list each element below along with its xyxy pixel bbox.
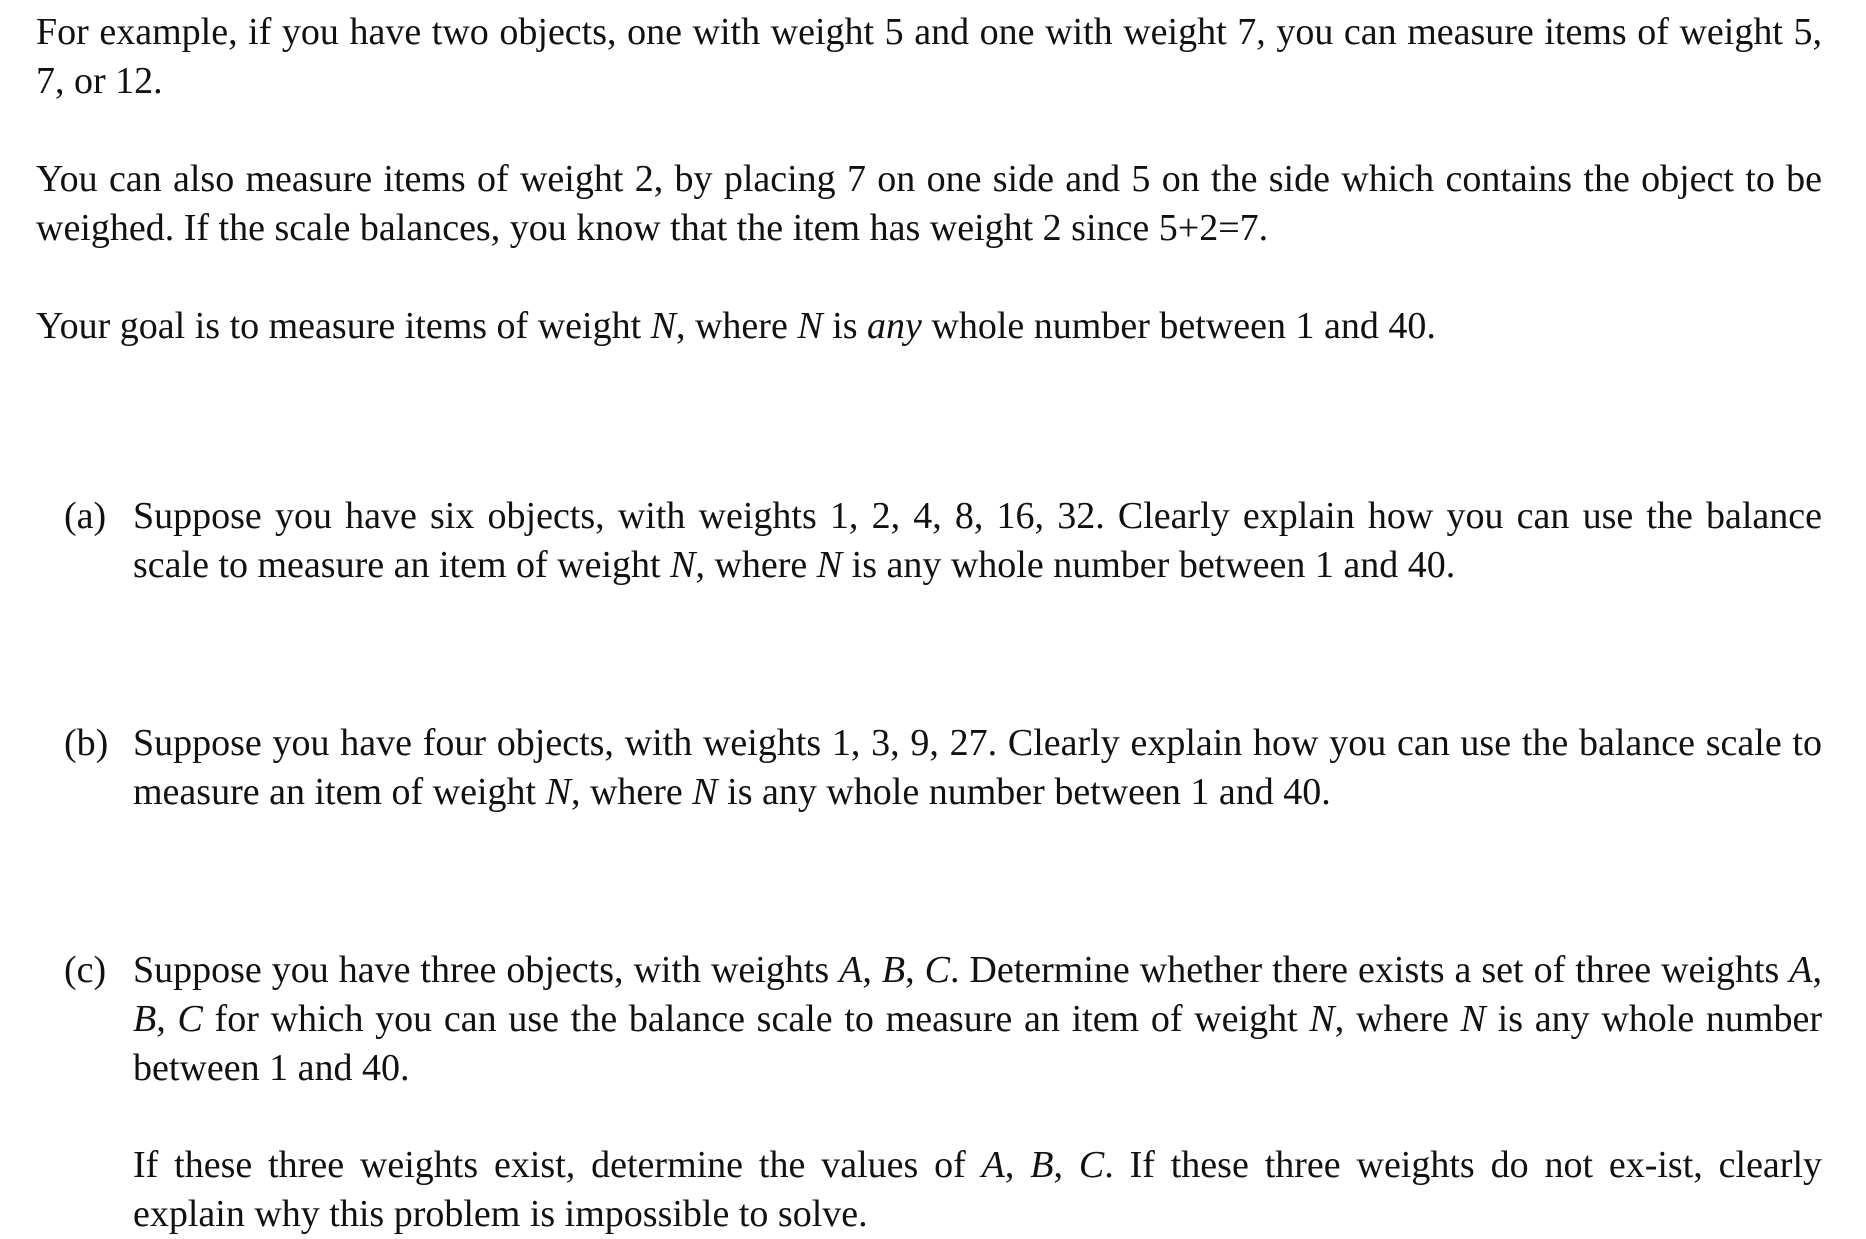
intro-paragraph-2-text: You can also measure items of weight 2, by placing 7 on one side and 5 on the side which contains the object to be weighed. If the scale balances, you know that the item has weight 2 since 5+2=7. — [36, 158, 1822, 249]
text-run: Suppose you have four objects, with weights 1, 3, 9, 27. Clearly explain how you can use the balance scale to measure an item of weight — [133, 722, 1822, 813]
text-run: Your goal is to measure items of weight — [36, 305, 651, 347]
math-variable: N — [670, 544, 696, 586]
part-b — [64, 719, 1822, 817]
math-variable: A — [981, 1144, 1005, 1186]
intro-paragraph-2 — [36, 155, 1822, 253]
part-c-body — [133, 946, 1822, 1239]
text-run: If these three weights exist, determine the values of — [133, 1144, 982, 1186]
math-variable: N — [545, 771, 571, 813]
separator: , — [156, 998, 178, 1040]
intro-paragraph-1-text: For example, if you have two objects, one with weight 5 and one with weight 7, you can measure items of weight 5, 7, or 12. — [36, 11, 1822, 102]
emphasis-text: any — [867, 305, 922, 347]
text-run: is any whole number between 1 and 40. — [717, 771, 1331, 813]
part-a — [64, 492, 1822, 590]
math-variable: N — [797, 305, 823, 347]
part-a-label: (a) — [64, 495, 107, 537]
separator: , — [1812, 949, 1823, 991]
math-variable: C — [1078, 1144, 1105, 1186]
math-variable: B — [1030, 1144, 1054, 1186]
math-variable: A — [839, 949, 863, 991]
text-run: . If these three weights do not ex-ist, clearly explain why this problem is impossible to solve. — [133, 1144, 1823, 1235]
part-c-paragraph-1 — [133, 946, 1822, 1093]
separator: , — [1053, 1144, 1079, 1186]
part-c-label: (c) — [64, 949, 107, 991]
text-run: is any whole number between 1 and 40. — [133, 998, 1822, 1089]
math-variable: C — [924, 949, 950, 991]
math-variable: N — [1460, 998, 1486, 1040]
text-run: , where — [570, 771, 693, 813]
math-variable: B — [133, 998, 157, 1040]
math-variable: N — [650, 305, 676, 347]
intro-paragraph-3 — [36, 302, 1822, 351]
text-run: . Determine whether there exists a set of three weights — [949, 949, 1790, 991]
text-run: is any whole number between 1 and 40. — [842, 544, 1456, 586]
part-c — [64, 946, 1822, 1239]
separator: , — [862, 949, 882, 991]
part-b-body — [133, 719, 1822, 817]
text-run: , where — [695, 544, 817, 586]
text-run: Suppose you have six objects, with weights 1, 2, 4, 8, 16, 32. Clearly explain how you can use the balance scale to measure an item of weight — [133, 495, 1822, 586]
part-b-label: (b) — [64, 722, 109, 764]
intro-paragraph-1 — [36, 8, 1822, 106]
math-variable: N — [692, 771, 718, 813]
separator: , — [1004, 1144, 1031, 1186]
part-a-body — [133, 492, 1822, 590]
part-c-paragraph-2 — [133, 1141, 1822, 1239]
math-variable: C — [177, 998, 203, 1040]
text-run: , where — [675, 305, 798, 347]
math-variable: N — [1309, 998, 1335, 1040]
math-variable: N — [816, 544, 843, 586]
text-run: for which you can use the balance scale to measure an item of weight — [202, 998, 1310, 1040]
math-variable: A — [1789, 949, 1813, 991]
text-run: , where — [1334, 998, 1461, 1040]
text-run: Suppose you have three objects, with weights — [133, 949, 840, 991]
text-run: is — [822, 305, 868, 347]
text-run: whole number between 1 and 40. — [921, 305, 1436, 347]
math-variable: B — [881, 949, 906, 991]
separator: , — [905, 949, 925, 991]
